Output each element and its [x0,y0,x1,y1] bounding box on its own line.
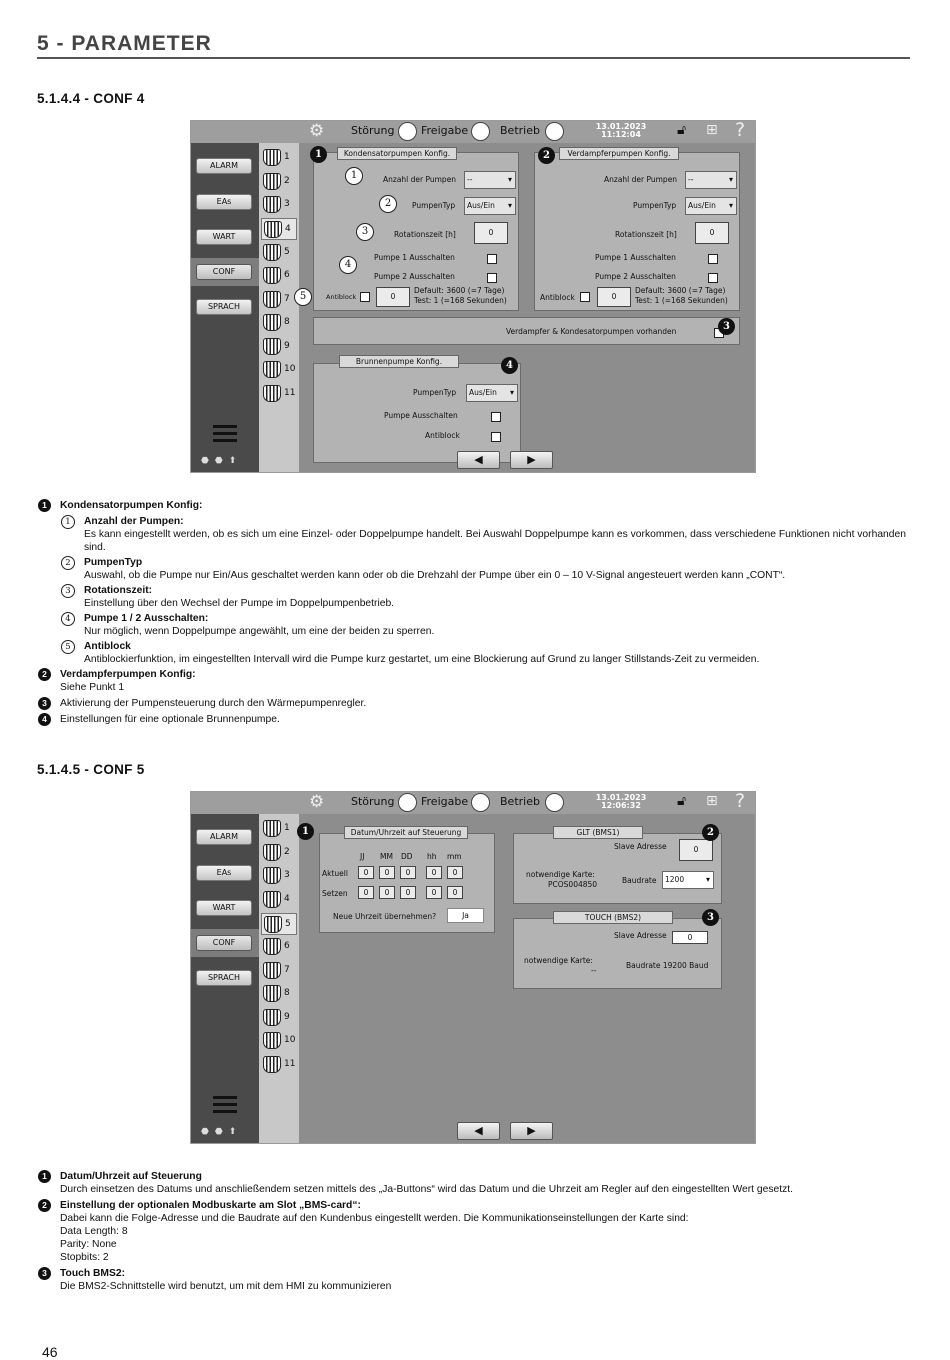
neue-uhrzeit-label: Neue Uhrzeit übernehmen? [333,912,437,921]
unlock-icon[interactable]: 🔓︎ [677,793,687,809]
title-rule [37,57,910,59]
verd-rot-input[interactable]: 0 [695,222,729,244]
callout-4: 4 [339,256,357,274]
screenshot-conf4 [190,120,756,473]
valve-icon [263,867,281,884]
datetime-display: 13.01.2023 12:06:32 [595,793,647,810]
config-page-8[interactable]: 8 [261,312,297,334]
config-page-4[interactable]: 4 [261,889,297,911]
verd-p2-checkbox[interactable] [708,273,718,283]
valve-icon [264,221,282,238]
sidebar-button-sprach[interactable]: SPRACH [196,970,252,986]
verd-typ-select[interactable]: Aus/Ein ▾ [685,197,737,215]
vorhanden-panel [313,317,740,345]
aktuell-min: 0 [447,866,463,879]
main-area [299,814,755,1143]
sidebar-button-sprach[interactable]: SPRACH [196,299,252,315]
top-bar [191,121,755,143]
desc5-item-3-text: Die BMS2-Schnittstelle wird benutzt, um mit dem HMI zu kommunizieren [60,1281,392,1292]
marker-3: 3 [38,697,51,710]
valve-icon [264,916,282,933]
kond-anzahl-label: Anzahl der Pumpen [383,175,457,184]
next-page-button[interactable]: ▶ [510,451,553,469]
config-page-9[interactable]: 9 [261,336,297,358]
prev-page-button[interactable]: ◀ [457,1122,500,1140]
desc5-item-1-text: Durch einsetzen des Datums und anschließendem setzen mittels des „Ja-Buttons“ wird das Datum und die Uhrzeit am Regler auf den eingestellten Wert gesetzt. [60,1184,793,1195]
verd-antiblock-input[interactable]: 0 [597,287,631,307]
config-page-8[interactable]: 8 [261,983,297,1005]
verd-default-text: Default: 3600 (=7 Tage) [635,286,726,295]
desc-item-3-text: Aktivierung der Pumpensteuerung durch den Wärmepumpenregler. [60,698,367,709]
sidebar-button-alarm[interactable]: ALARM [196,829,252,845]
kond-typ-select[interactable]: Aus/Ein ▾ [464,197,516,215]
valve-icon [263,244,281,261]
kond-p1-checkbox[interactable] [487,254,497,264]
kond-antiblock-checkbox[interactable] [360,292,370,302]
touch-panel [513,918,722,989]
config-page-10[interactable]: 10 [261,1030,297,1052]
config-page-7[interactable]: 7 [261,289,297,311]
valve-icon [263,338,281,355]
desc-item-1 [37,499,912,512]
sidebar [191,814,259,1143]
sidebar-button-wart[interactable]: WART [196,229,252,245]
callout-5: 5 [294,288,312,306]
stoerung-indicator [398,793,417,812]
verd-typ-label: PumpenTyp [633,201,677,210]
verd-rot-label: Rotationszeit [h] [615,230,677,239]
glt-panel [513,833,722,904]
page-title: 5 - PARAMETER [37,32,212,55]
verd-anzahl-select[interactable]: -- ▾ [685,171,737,189]
callout-5: 5 [61,640,75,654]
valve-icon [263,1056,281,1073]
callout-1: 1 [61,515,75,529]
valve-icon [263,985,281,1002]
kond-anzahl-select[interactable]: -- ▾ [464,171,516,189]
valve-icon [263,844,281,861]
kond-rot-label: Rotationszeit [h] [394,230,456,239]
config-page-10[interactable]: 10 [261,359,297,381]
desc-sub-2-text: Auswahl, ob die Pumpe nur Ein/Aus geschaltet werden kann oder ob die Drehzahl der Pumpe über ein 0 – 10 V-Signal angesteuert werden kann „CONT“. [84,570,786,581]
marker-1: 1 [297,823,314,840]
desc5-data-length: Data Length: 8 [60,1226,128,1237]
verd-p2-label: Pumpe 2 Ausschalten [595,272,676,281]
col-mm-min: mm [447,852,462,861]
config-page-7[interactable]: 7 [261,960,297,982]
desc-sub-4 [37,612,912,638]
freigabe-indicator [471,793,490,812]
desc-item-1-title: Kondensatorpumpen Konfig: [60,500,203,511]
status-icons: ⬣⬣⬆ [201,1127,243,1137]
touch-baud-text: Baudrate 19200 Baud [626,961,709,970]
desc5-item-1-title: Datum/Uhrzeit auf Steuerung [60,1171,202,1182]
valve-icon [263,1009,281,1026]
freigabe-label: Freigabe [421,795,469,808]
callout-3: 3 [61,584,75,598]
config-page-3[interactable]: 3 [261,194,297,216]
brunnen-panel [313,363,521,463]
config-page-5[interactable]: 5 [261,242,297,264]
valve-icon [263,361,281,378]
help-icon[interactable]: ? [735,120,746,141]
col-mm: MM [380,852,393,861]
desc-sub-5 [37,640,912,666]
kond-default-text: Default: 3600 (=7 Tage) [414,286,505,295]
desc-sub-1 [37,515,912,554]
kond-rot-input[interactable]: 0 [474,222,508,244]
kond-test-text: Test: 1 (=168 Sekunden) [414,296,507,305]
gear-icon[interactable]: ⚙ [309,792,325,812]
marker-1: 1 [38,499,51,512]
desc-item-2-text: Siehe Punkt 1 [60,682,125,693]
callout-2: 2 [61,556,75,570]
touch-slave-label: Slave Adresse [614,931,667,940]
aktuell-dd: 0 [400,866,416,879]
top-bar [191,792,755,814]
marker-4: 4 [501,357,518,374]
brunnen-aus-label: Pumpe Ausschalten [384,411,458,420]
betrieb-label: Betrieb [500,124,540,137]
marker-3: 3 [718,318,735,335]
marker-4: 4 [38,713,51,726]
callout-2: 2 [379,195,397,213]
freigabe-indicator [471,122,490,141]
valve-icon [263,149,281,166]
desc-sub-3-text: Einstellung über den Wechsel der Pumpe im Doppelpumpenbetrieb. [84,598,395,609]
setzen-dd[interactable]: 0 [400,886,416,899]
valve-icon [263,196,281,213]
stoerung-label: Störung [351,795,395,808]
marker-1: 1 [310,146,327,163]
config-page-2[interactable]: 2 [261,171,297,193]
config-page-list [259,143,299,472]
conf4-description [37,499,912,729]
sidebar [191,143,259,472]
brunnen-aus-checkbox[interactable] [491,412,501,422]
vorhanden-label: Verdampfer & Kondesatorpumpen vorhanden [506,327,677,336]
config-page-9[interactable]: 9 [261,1007,297,1029]
stoerung-label: Störung [351,124,395,137]
verd-antiblock-checkbox[interactable] [580,292,590,302]
col-dd: DD [401,852,413,861]
desc-item-2 [37,668,912,694]
config-page-list [259,814,299,1143]
marker-2: 2 [538,147,555,164]
kond-p2-checkbox[interactable] [487,273,497,283]
config-page-5[interactable]: 5 [261,913,297,935]
status-icons: ⬣⬣⬆ [201,456,243,466]
config-page-6[interactable]: 6 [261,936,297,958]
marker-2: 2 [38,1199,51,1212]
kond-typ-label: PumpenTyp [412,201,456,210]
glt-karte-value: PCOS004850 [548,880,598,889]
valve-icon [263,938,281,955]
desc5-stopbits: Stopbits: 2 [60,1252,109,1263]
glt-baud-select[interactable]: 1200 ▾ [662,871,714,889]
verd-p1-label: Pumpe 1 Ausschalten [595,253,676,262]
desc-sub-4-title: Pumpe 1 / 2 Ausschalten: [84,613,209,624]
config-page-2[interactable]: 2 [261,842,297,864]
desc5-item-3-title: Touch BMS2: [60,1268,126,1279]
help-icon[interactable]: ? [735,791,746,812]
brunnen-antiblock-label: Antiblock [425,431,460,440]
config-page-1[interactable]: 1 [261,147,297,169]
verd-anzahl-label: Anzahl der Pumpen [604,175,678,184]
gear-icon[interactable]: ⚙ [309,121,325,141]
betrieb-indicator [545,122,564,141]
desc5-parity: Parity: None [60,1239,117,1250]
brunnen-title: Brunnenpumpe Konfig. [339,355,459,368]
marker-3: 3 [702,909,719,926]
sidebar-button-eas[interactable]: EAs [196,194,252,210]
col-hh: hh [427,852,437,861]
glt-slave-label: Slave Adresse [614,842,667,851]
valve-icon [263,314,281,331]
callout-1: 1 [345,167,363,185]
config-page-11[interactable]: 11 [261,1054,297,1076]
section-heading-conf4: 5.1.4.4 - CONF 4 [37,91,145,106]
desc-sub-2-title: PumpenTyp [84,557,143,568]
page-number: 46 [42,1344,58,1360]
sidebar-button-conf[interactable]: CONF [196,264,252,280]
sidebar-button-wart[interactable]: WART [196,900,252,916]
setzen-jj[interactable]: 0 [358,886,374,899]
prev-page-button[interactable]: ◀ [457,451,500,469]
setzen-hh[interactable]: 0 [426,886,442,899]
touch-title: TOUCH (BMS2) [553,911,673,924]
valve-icon [263,1032,281,1049]
config-page-3[interactable]: 3 [261,865,297,887]
valve-icon [263,891,281,908]
kond-p2-label: Pumpe 2 Ausschalten [374,272,455,281]
network-icon[interactable]: ⊞ [706,122,718,138]
desc-item-4-text: Einstellungen für eine optionale Brunnenpumpe. [60,714,280,725]
setzen-label: Setzen [322,889,348,898]
valve-icon [263,267,281,284]
sidebar-button-alarm[interactable]: ALARM [196,158,252,174]
desc-item-2-title: Verdampferpumpen Konfig: [60,669,196,680]
marker-2: 2 [702,824,719,841]
datetime-display: 13.01.2023 11:12:04 [595,122,647,139]
marker-1: 1 [38,1170,51,1183]
desc5-item-1 [37,1170,912,1196]
desc-sub-5-text: Antiblockierfunktion, im eingestellten Intervall wird die Pumpe kurz gestartet, um eine Blockierung auf Grund zu langer Stillstands-Zeit zu vermeiden. [84,654,760,665]
verdampfer-panel [534,152,740,311]
aktuell-label: Aktuell [322,869,348,878]
verd-antiblock-label: Antiblock [540,293,575,302]
betrieb-indicator [545,793,564,812]
screenshot-conf5 [190,791,756,1144]
desc5-item-2-text: Dabei kann die Folge-Adresse und die Baudrate auf den Kundenbus eingestellt werden. Die Kommunikationseinstellungen der Karte sind: [60,1213,689,1224]
freigabe-label: Freigabe [421,124,469,137]
desc-sub-1-text: Es kann eingestellt werden, ob es sich um eine Einzel- oder Doppelpumpe handelt. Bei Auswahl Doppelpumpe kann es vorkommen, dass verschiedene Funktionen nicht vorhanden sind. [84,529,906,553]
sidebar-button-conf[interactable]: CONF [196,935,252,951]
aktuell-mm: 0 [379,866,395,879]
desc5-item-3 [37,1267,912,1293]
glt-slave-input[interactable]: 0 [679,839,713,861]
ja-button[interactable]: Ja [447,908,484,923]
aktuell-jj: 0 [358,866,374,879]
valve-icon [263,385,281,402]
col-jj: JJ [360,852,365,861]
network-icon[interactable]: ⊞ [706,793,718,809]
kondensator-panel [313,152,519,311]
kond-antiblock-input[interactable]: 0 [376,287,410,307]
aktuell-hh: 0 [426,866,442,879]
touch-slave-input[interactable]: 0 [672,931,708,944]
section-heading-conf5: 5.1.4.5 - CONF 5 [37,762,145,777]
valve-icon [263,291,281,308]
verd-p1-checkbox[interactable] [708,254,718,264]
config-page-11[interactable]: 11 [261,383,297,405]
config-page-1[interactable]: 1 [261,818,297,840]
valve-icon [263,820,281,837]
glt-karte-label: notwendige Karte: [526,870,595,879]
desc-sub-3-title: Rotationszeit: [84,585,153,596]
config-page-6[interactable]: 6 [261,265,297,287]
valve-icon [263,173,281,190]
main-area [299,143,755,472]
verd-title: Verdampferpumpen Konfig. [559,147,679,160]
kond-title: Kondensatorpumpen Konfig. [337,147,457,160]
setzen-mm[interactable]: 0 [379,886,395,899]
unlock-icon[interactable]: 🔓︎ [677,122,687,138]
brunnen-typ-label: PumpenTyp [413,388,457,397]
brunnen-antiblock-checkbox[interactable] [491,432,501,442]
stoerung-indicator [398,122,417,141]
verd-test-text: Test: 1 (=168 Sekunden) [635,296,728,305]
desc-item-3 [37,697,912,710]
kond-antiblock-label: Antiblock [326,293,357,301]
kond-p1-label: Pumpe 1 Ausschalten [374,253,455,262]
glt-baud-label: Baudrate [622,876,657,885]
config-page-4[interactable]: 4 [261,218,297,240]
touch-karte-value: -- [591,966,597,975]
callout-3: 3 [356,223,374,241]
conf5-description [37,1170,912,1296]
setzen-min[interactable]: 0 [447,886,463,899]
desc-sub-3 [37,584,912,610]
datum-title: Datum/Uhrzeit auf Steuerung [344,826,468,839]
desc-sub-4-text: Nur möglich, wenn Doppelpumpe angewählt, um eine der beiden zu sperren. [84,626,435,637]
datum-panel [319,833,495,933]
marker-2: 2 [38,668,51,681]
desc5-item-2 [37,1199,912,1264]
marker-3: 3 [38,1267,51,1280]
callout-4: 4 [61,612,75,626]
desc-sub-1-title: Anzahl der Pumpen: [84,516,184,527]
desc-sub-2 [37,556,912,582]
brunnen-typ-select[interactable]: Aus/Ein ▾ [466,384,518,402]
valve-icon [263,962,281,979]
glt-title: GLT (BMS1) [553,826,643,839]
betrieb-label: Betrieb [500,795,540,808]
desc5-item-2-title: Einstellung der optionalen Modbuskarte am Slot „BMS-card“: [60,1200,361,1211]
touch-karte-label: notwendige Karte: [524,956,593,965]
next-page-button[interactable]: ▶ [510,1122,553,1140]
sidebar-button-eas[interactable]: EAs [196,865,252,881]
desc-item-4 [37,713,912,726]
desc-sub-5-title: Antiblock [84,641,131,652]
